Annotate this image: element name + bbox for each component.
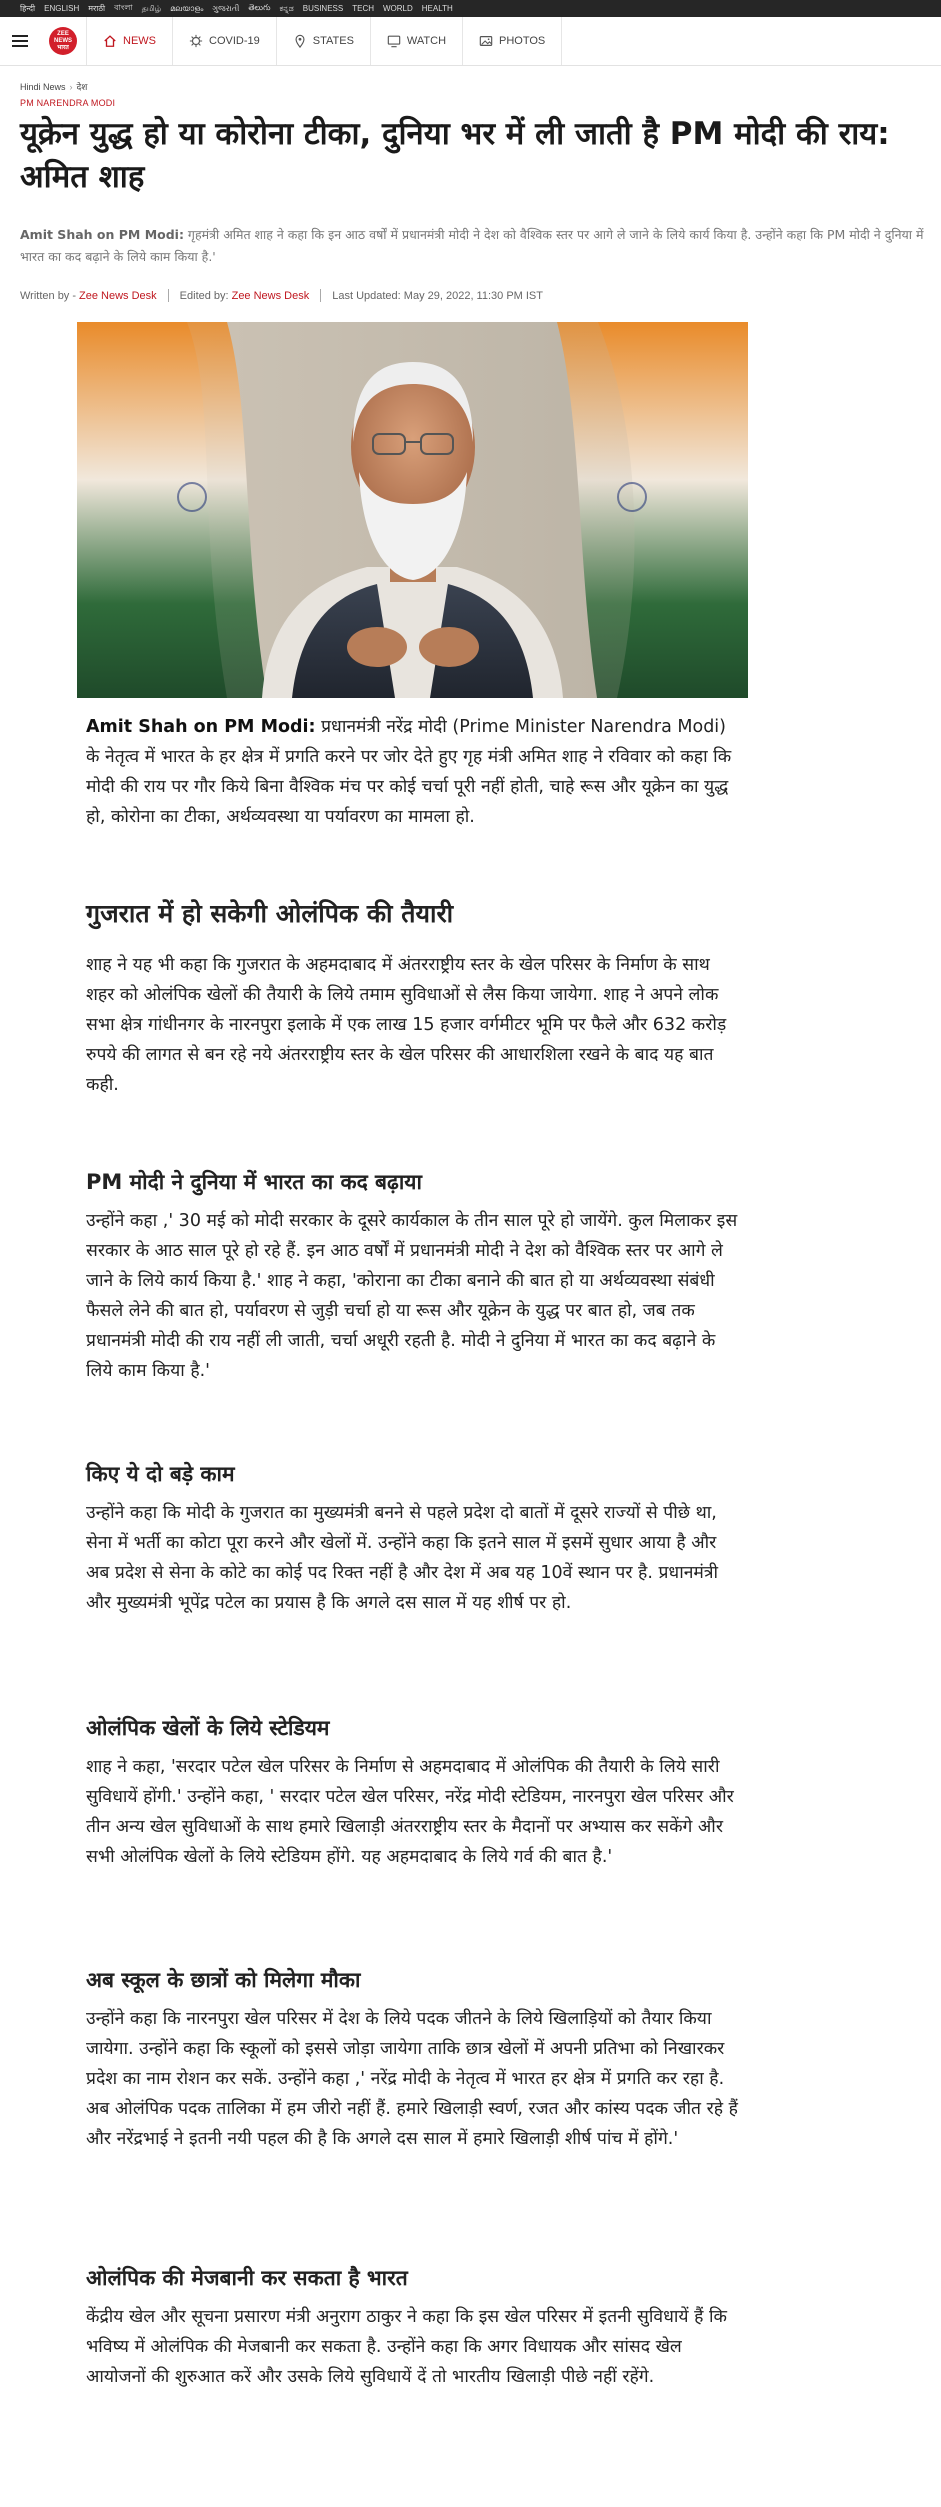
paragraph: उन्होंने कहा ,' 30 मई को मोदी सरकार के दूसरे कार्यकाल के तीन साल पूरे हो जायेंगे. कुल मिलाकर इस सरकार के आठ साल पूरे हो रहे हैं. इन आठ वर्षों में प्रधानमंत्री मोदी ने देश को वैश्विक स्तर पर आगे ले जाने के लिये कार्य किया है.' शाह ने कहा, 'कोराना का टीका बनाने की बात हो या अर्थव्यवस्था संबंधी फैसले लेने की बात हो, पर्यावरण से जुड़ी चर्चा हो या रूस और यूक्रेन के युद्ध पर बात हो, जब तक प्रधानमंत्री मोदी की राय नहीं ली जाती, चर्चा अधूरी रहती है. मोदी ने दुनिया में भारत का कद बढ़ाने के लिये काम किया है.' <box>86 1211 738 1381</box>
section-heading: ओलंपिक खेलों के लिये स्टेडियम <box>86 1716 330 1740</box>
nav-news[interactable] <box>86 17 172 65</box>
section-host <box>86 2302 741 2392</box>
lang-link[interactable]: മലയാളം <box>170 3 204 13</box>
intro-text: प्रधानमंत्री नरेंद्र मोदी (Prime Minister Narendra Modi) के नेतृत्व में भारत के हर क्षेत्र में प्रगति करने पर जोर देते हुए गृह मंत्री अमित शाह ने रविवार को कहा कि मोदी की राय पर गौर किये बिना वैश्विक मंच पर कोई चर्चा पूरी नहीं होती, चाहे रूस और यूक्रेन का युद्ध हो, कोरोना का टीका, अर्थव्यवस्था या पर्यावरण का मामला हो. <box>86 717 732 827</box>
nav-label: NEWS <box>123 35 156 47</box>
hamburger-menu-icon[interactable] <box>0 17 40 65</box>
nav-covid[interactable] <box>172 17 276 65</box>
summary-text: गृहमंत्री अमित शाह ने कहा कि इन आठ वर्षों में प्रधानमंत्री मोदी ने देश को वैश्विक स्तर पर आगे ले जाने के लिये कार्य किया है. उन्होंने कहा कि PM मोदी ने दुनिया में भारत का कद बढ़ाने के लिये काम किया है.' <box>20 227 924 264</box>
intro-paragraph <box>86 712 741 832</box>
edited-by-label: Edited by: <box>179 289 229 302</box>
lang-link[interactable]: हिन्दी <box>20 4 36 13</box>
breadcrumb-home[interactable]: Hindi News <box>20 82 66 92</box>
byline-divider <box>320 289 321 302</box>
byline-divider <box>168 289 169 302</box>
logo-text: NEWS <box>54 38 72 44</box>
home-icon <box>103 34 117 48</box>
lang-link[interactable]: ಕನ್ನಡ <box>279 3 294 13</box>
section-heading: किए ये दो बड़े काम <box>86 1462 235 1486</box>
last-updated: Last Updated: May 29, 2022, 11:30 PM IST <box>332 289 543 302</box>
section-heading: अब स्कूल के छात्रों को मिलेगा मौका <box>86 1968 361 1992</box>
breadcrumb-separator: › <box>69 82 73 92</box>
written-by-label: Written by - <box>20 289 77 302</box>
section-modi <box>86 1206 741 1386</box>
article-intro <box>86 712 741 832</box>
paragraph: उन्होंने कहा कि मोदी के गुजरात का मुख्यमंत्री बनने से पहले प्रदेश दो बातों में दूसरे राज्यों से पीछे था, सेना में भर्ती का कोटा पूरा करने और खेलों में. उन्होंने कहा कि इतने साल में इसमें सुधार आया है और अब प्रदेश से सेना के कोटे का कोई पद रिक्त नहीं है और देश में अब यह 10वें स्थान पर है. प्रधानमंत्री और मुख्यमंत्री भूपेंद्र पटेल का प्रयास है कि अगले दस साल में यह शीर्ष पर हो. <box>86 1503 719 1613</box>
paragraph: शाह ने कहा, 'सरदार पटेल खेल परिसर के निर्माण से अहमदाबाद में ओलंपिक की तैयारी के लिये सारी सुविधायें होंगी.' उन्होंने कहा, ' सरदार पटेल खेल परिसर, नरेंद्र मोदी स्टेडियम, नारनपुरा खेल परिसर और तीन अन्य खेल सुविधाओं के साथ हमारे खिलाड़ी अंतरराष्ट्रीय स्तर के मैदानों पर अभ्यास कर सकेंगे और सभी ओलंपिक खेलों के लिये स्टेडियम होंगे. यह अहमदाबाद के लिये गर्व की बात है.' <box>86 1757 734 1867</box>
article-title: यूक्रेन युद्ध हो या कोरोना टीका, दुनिया भर में ली जाती है PM मोदी की राय: अमित शाह <box>20 116 890 195</box>
logo-text: ZEE <box>57 31 69 37</box>
section-gujarat <box>86 950 741 1100</box>
lang-link[interactable]: తెలుగు <box>248 3 271 12</box>
section-work <box>86 1498 741 1618</box>
lang-link[interactable]: বাংলা <box>114 3 133 12</box>
breadcrumb <box>20 80 87 93</box>
location-pin-icon <box>293 34 307 48</box>
photo-icon <box>479 34 493 48</box>
paragraph: उन्होंने कहा कि नारनपुरा खेल परिसर में देश के लिये पदक जीतने के लिये खिलाड़ियों को तैयार किया जायेगा. उन्होंने कहा कि स्कूलों को इससे जोड़ा जायेगा ताकि छात्र खेलों में अपनी प्रतिभा को निखारकर प्रदेश का नाम रोशन कर सकें. उन्होंने कहा ,' नरेंद्र मोदी के नेतृत्व में भारत हर क्षेत्र में प्रगति कर रहा है. अब ओलंपिक पदक तालिका में हम जीरो नहीं हैं. हमारे खिलाड़ी स्वर्ण, रजत और कांस्य पदक जीत रहे हैं और नरेंद्रभाई ने इतनी नयी पहल की है कि अगले दस साल में हमारे खिलाड़ी शीर्ष पांच में होंगे.' <box>86 2009 738 2149</box>
lang-link[interactable]: BUSINESS <box>302 4 344 13</box>
lang-link[interactable]: TECH <box>352 4 374 13</box>
lang-link[interactable]: ENGLISH <box>44 4 80 13</box>
zee-news-logo[interactable] <box>40 17 86 65</box>
byline <box>20 289 543 302</box>
section-heading: गुजरात में हो सकेगी ओलंपिक की तैयारी <box>86 899 454 928</box>
nav-label: PHOTOS <box>499 35 546 47</box>
nav-label: COVID-19 <box>209 35 260 47</box>
lang-link[interactable]: HEALTH <box>421 4 453 13</box>
article-summary <box>20 224 925 268</box>
editor-link[interactable]: Zee News Desk <box>231 289 310 302</box>
hero-photo <box>77 322 748 698</box>
section-heading: PM मोदी ने दुनिया में भारत का कद बढ़ाया <box>86 1170 422 1194</box>
lang-link[interactable]: WORLD <box>383 4 413 13</box>
lang-link[interactable]: मराठी <box>88 4 106 13</box>
language-bar <box>0 0 941 17</box>
nav-photos[interactable] <box>462 17 562 65</box>
lang-link[interactable]: தமிழ் <box>141 3 162 13</box>
section-heading: ओलंपिक की मेजबानी कर सकता है भारत <box>86 2266 408 2290</box>
intro-lead: Amit Shah on PM Modi: <box>86 717 316 737</box>
nav-watch[interactable] <box>370 17 462 65</box>
main-nav <box>0 17 941 66</box>
nav-states[interactable] <box>276 17 370 65</box>
paragraph: शाह ने यह भी कहा कि गुजरात के अहमदाबाद में अंतरराष्ट्रीय स्तर के खेल परिसर के निर्माण के साथ शहर को ओलंपिक खेलों की तैयारी के लिये तमाम सुविधाओं से लैस किया जायेगा. शाह ने अपने लोक सभा क्षेत्र गांधीनगर के नारनपुरा इलाके में एक लाख 15 हजार वर्गमीटर भूमि पर फैले और 632 करोड़ रुपये की लागत से बन रहे नये अंतरराष्ट्रीय स्तर के खेल परिसर की आधारशिला रखने के बाद यह बात कही. <box>86 955 727 1095</box>
logo-text: भारत <box>57 45 69 51</box>
nav-label: WATCH <box>406 35 447 47</box>
author-link[interactable]: Zee News Desk <box>79 289 157 302</box>
section-stadium <box>86 1752 741 1872</box>
lang-link[interactable]: ગુજરાતી <box>212 3 240 13</box>
breadcrumb-section[interactable]: देश <box>76 82 88 92</box>
hero-image <box>77 322 748 698</box>
tv-icon <box>387 34 401 48</box>
topic-tag[interactable]: PM NARENDRA MODI <box>20 98 116 108</box>
virus-icon <box>189 34 203 48</box>
summary-lead: Amit Shah on PM Modi: <box>20 227 184 242</box>
section-school <box>86 2004 741 2154</box>
paragraph: केंद्रीय खेल और सूचना प्रसारण मंत्री अनुराग ठाकुर ने कहा कि इस खेल परिसर में इतनी सुविधायें हैं कि भविष्य में ओलंपिक की मेजबानी कर सकता है. उन्होंने कहा कि अगर विधायक और सांसद खेल आयोजनों की शुरुआत करें और उसके लिये सुविधायें दें तो भारतीय खिलाड़ी पीछे नहीं रहेंगे. <box>86 2307 727 2387</box>
logo-badge <box>49 27 77 55</box>
nav-label: STATES <box>312 35 354 47</box>
